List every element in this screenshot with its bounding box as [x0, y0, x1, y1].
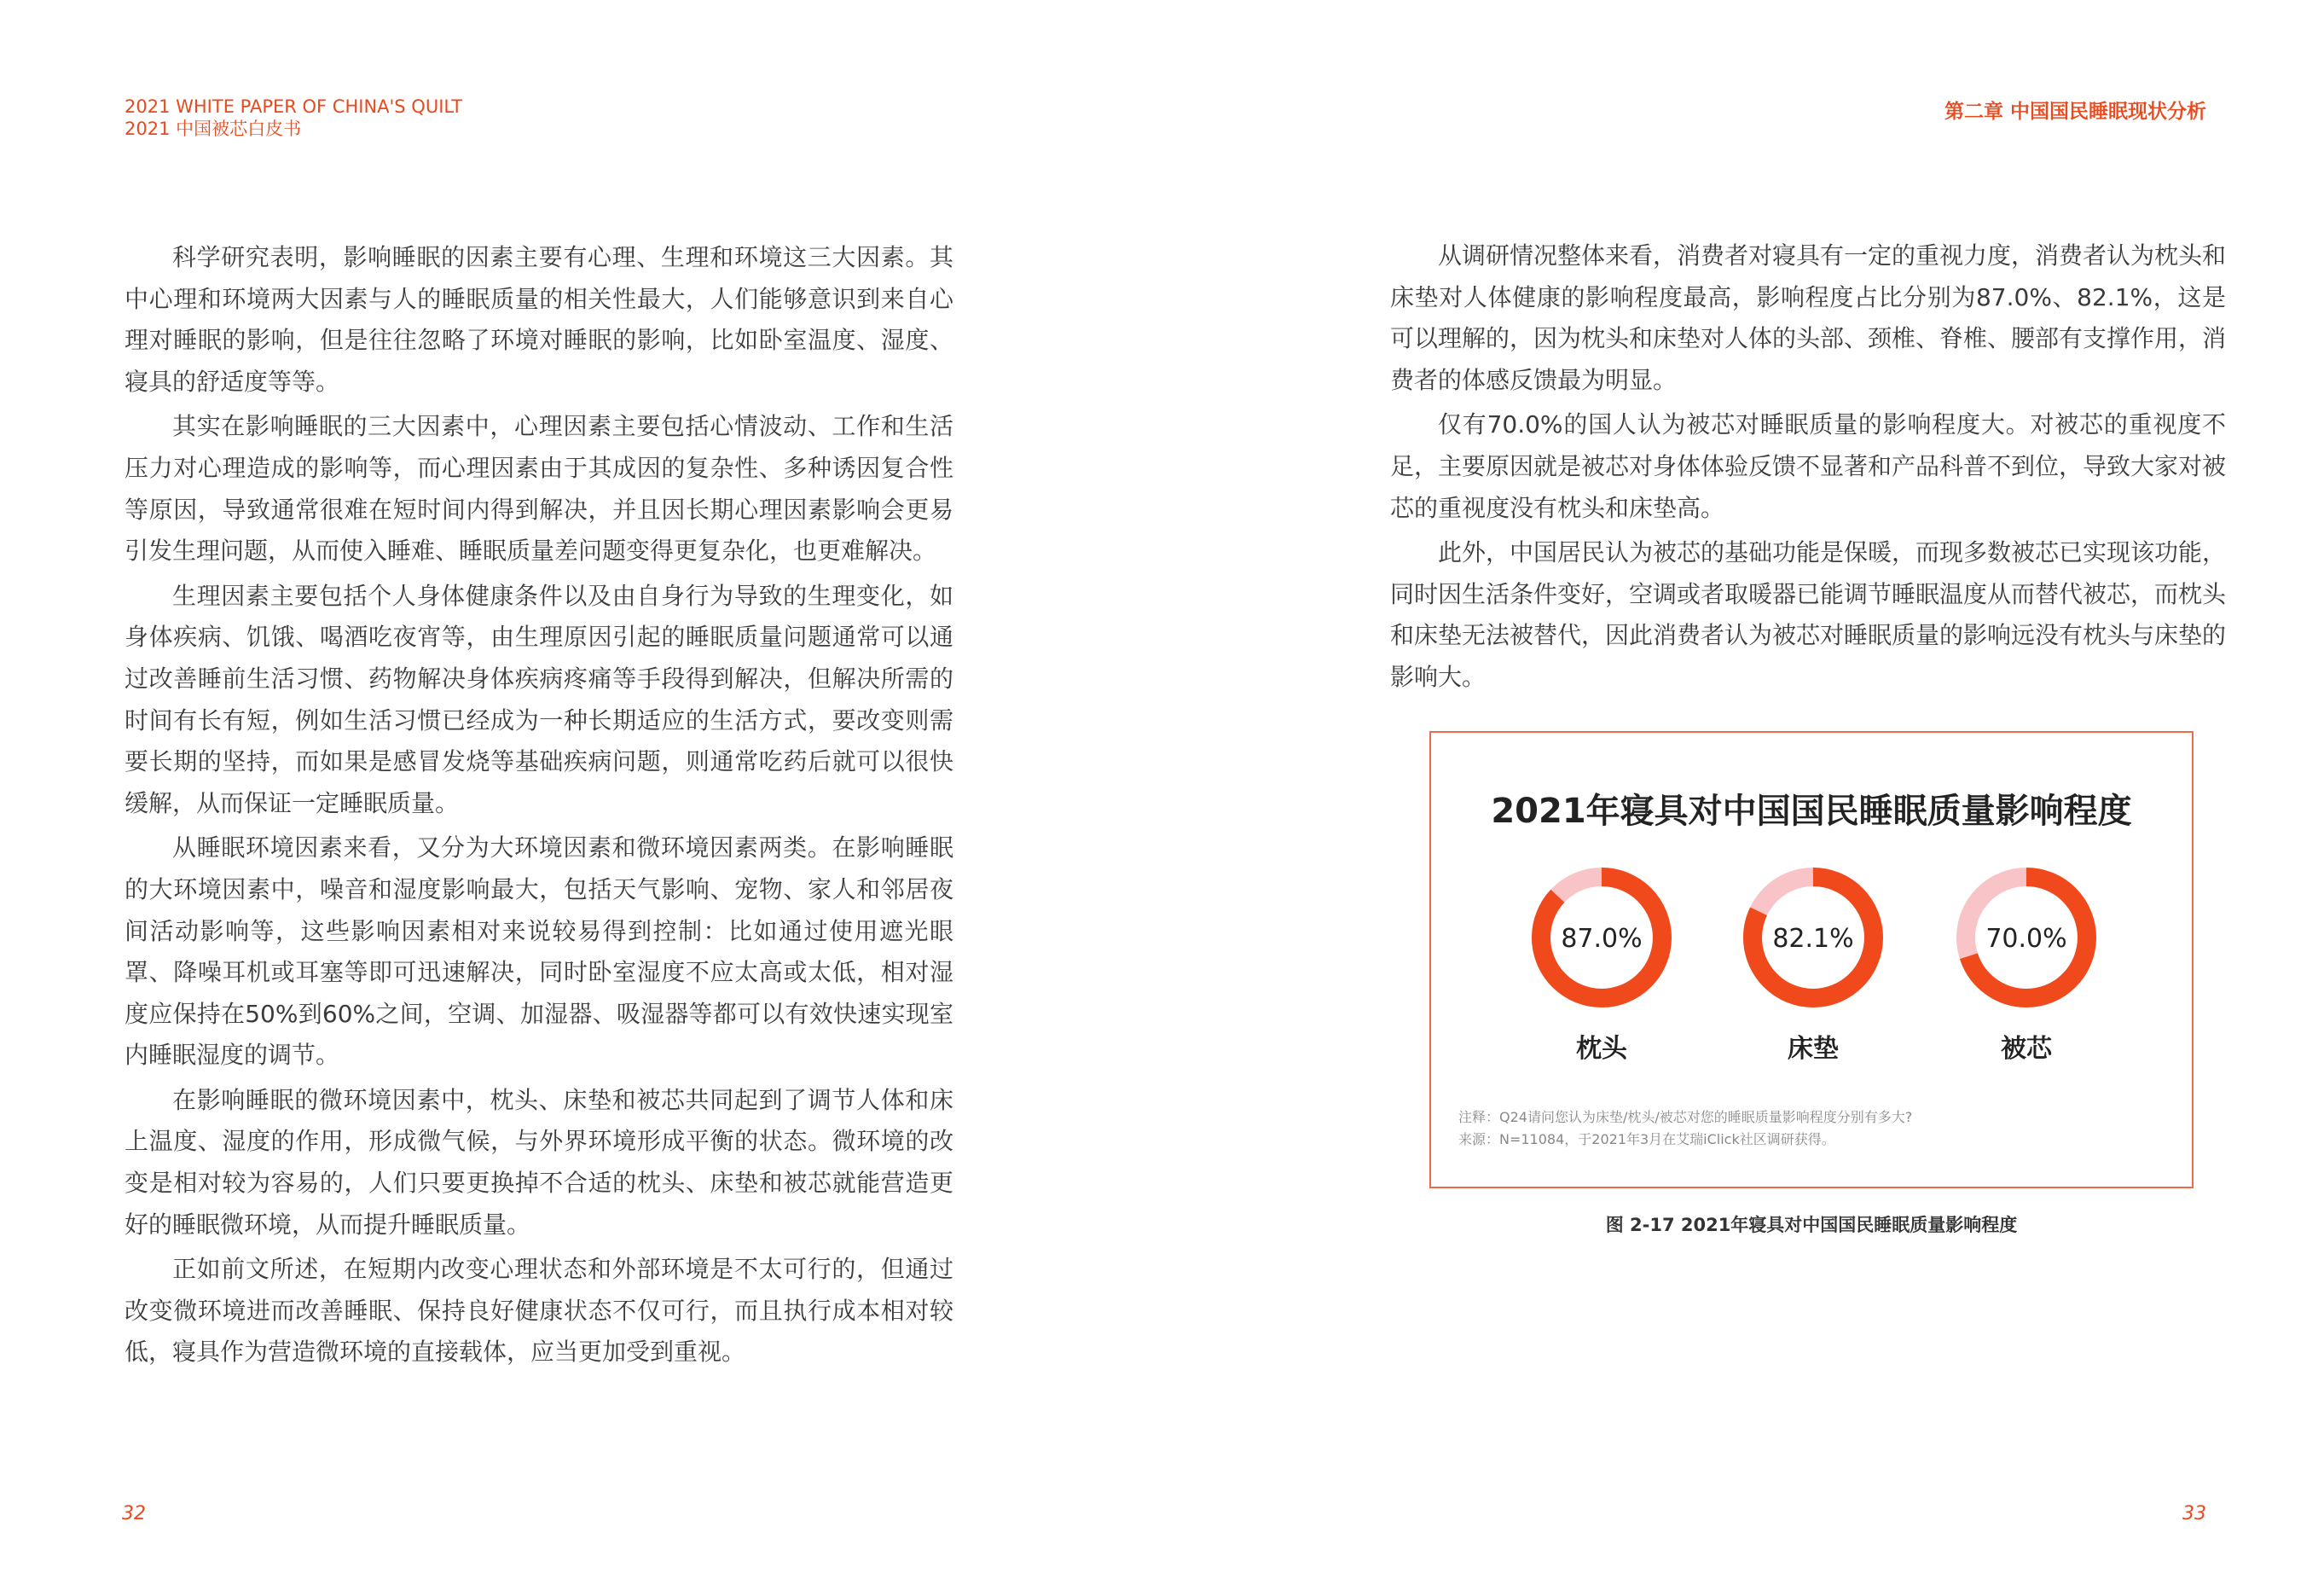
header-chapter: 第二章 中国国民睡眠现状分析	[1944, 101, 2206, 123]
paragraph: 从睡眠环境因素来看，又分为大环境因素和微环境因素两类。在影响睡眠的大环境因素中，噪音和湿度影响最大，包括天气影响、宠物、家人和邻居夜间活动影响等，这些影响因素相对来说较易得到控制：比如通过使用遮光眼罩、降噪耳机或耳塞等即可迅速解决，同时卧室湿度不应太高或太低，相对湿度应保持在50%到60%之间，空调、加湿器、吸湿器等都可以有效快速实现室内睡眠湿度的调节。	[125, 833, 953, 1070]
donut-category-label: 被芯	[2001, 1034, 2052, 1064]
header-title-cn: 2021 中国被芯白皮书	[125, 119, 302, 139]
header-title-en: 2021 WHITE PAPER OF CHINA'S QUILT	[125, 96, 463, 117]
donut-category-label: 床垫	[1788, 1034, 1839, 1064]
paragraph: 科学研究表明，影响睡眠的因素主要有心理、生理和环境这三大因素。其中心理和环境两大因素与人的睡眠质量的相关性最大，人们能够意识到来自心理对睡眠的影响，但是往往忽略了环境对睡眠的影响，比如卧室温度、湿度、寝具的舒适度等等。	[125, 243, 953, 396]
left-column-text	[125, 237, 953, 1377]
right-column-text	[1390, 235, 2226, 702]
donut-value-label: 87.0%	[1561, 924, 1643, 954]
donut-value-label: 82.1%	[1772, 924, 1854, 954]
paragraph: 从调研情况整体来看，消费者对寝具有一定的重视力度，消费者认为枕头和床垫对人体健康的影响程度最高，影响程度占比分别为87.0%、82.1%，这是可以理解的，因为枕头和床垫对人体的头部、颈椎、脊椎、腰部有支撑作用，消费者的体感反馈最为明显。	[1390, 241, 2227, 394]
header-left	[125, 96, 462, 140]
chart-note-question: 注释：Q24请问您认为床垫/枕头/被芯对您的睡眠质量影响程度分别有多大?	[1458, 1109, 1913, 1125]
page-number-left: 32	[122, 1503, 146, 1524]
chart-note	[1458, 1106, 1912, 1151]
paragraph: 仅有70.0%的国人认为被芯对睡眠质量的影响程度大。对被芯的重视度不足，主要原因就是被芯对身体体验反馈不显著和产品科普不到位，导致大家对被芯的重视度没有枕头和床垫高。	[1390, 410, 2227, 522]
donut-category-label: 枕头	[1576, 1034, 1627, 1064]
paragraph: 其实在影响睡眠的三大因素中，心理因素主要包括心情波动、工作和生活压力对心理造成的影响等，而心理因素由于其成因的复杂性、多种诱因复合性等原因，导致通常很难在短时间内得到解决，并且因长期心理因素影响会更易引发生理问题，从而使入睡难、睡眠质量差问题变得更复杂化，也更难解决。	[125, 412, 953, 566]
figure-caption: 图 2-17 2021年寝具对中国国民睡眠质量影响程度	[1605, 1215, 2018, 1235]
paragraph: 此外，中国居民认为被芯的基础功能是保暖，而现多数被芯已实现该功能，同时因生活条件变好，空调或者取暖器已能调节睡眠温度从而替代被芯，而枕头和床垫无法被替代，因此消费者认为被芯对睡眠质量的影响远没有枕头与床垫的影响大。	[1390, 538, 2227, 691]
chart-note-source: 来源：N=11084，于2021年3月在艾瑞iClick社区调研获得。	[1458, 1131, 1835, 1147]
donut-value-label: 70.0%	[1985, 924, 2067, 954]
chart-panel	[1429, 731, 2194, 1188]
page-number-right: 33	[2182, 1503, 2206, 1524]
chart-title: 2021年寝具对中国国民睡眠质量影响程度	[1491, 792, 2132, 831]
paragraph: 生理因素主要包括个人身体健康条件以及由自身行为导致的生理变化，如身体疾病、饥饿、喝酒吃夜宵等，由生理原因引起的睡眠质量问题通常可以通过改善睡前生活习惯、药物解决身体疾病疼痛等手段得到解决，但解决所需的时间有长有短，例如生活习惯已经成为一种长期适应的生活方式，要改变则需要长期的坚持，而如果是感冒发烧等基础疾病问题，则通常吃药后就可以很快缓解，从而保证一定睡眠质量。	[125, 581, 953, 817]
paragraph: 在影响睡眠的微环境因素中，枕头、床垫和被芯共同起到了调节人体和床上温度、湿度的作用，形成微气候，与外界环境形成平衡的状态。微环境的改变是相对较为容易的，人们只要更换掉不合适的枕头、床垫和被芯就能营造更好的睡眠微环境，从而提升睡眠质量。	[125, 1085, 953, 1239]
paragraph: 正如前文所述，在短期内改变心理状态和外部环境是不太可行的，但通过改变微环境进而改善睡眠、保持良好健康状态不仅可行，而且执行成本相对较低，寝具作为营造微环境的直接载体，应当更加受到重视。	[125, 1255, 953, 1367]
